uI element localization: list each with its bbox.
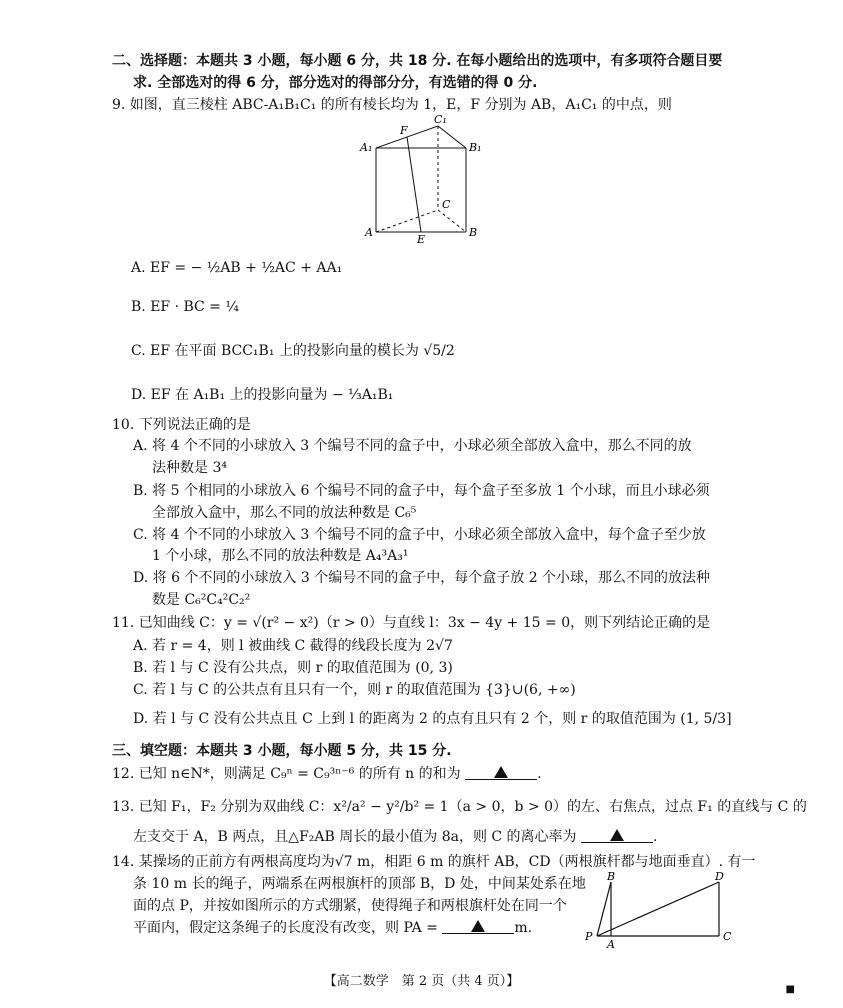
q11-stem: 11. 已知曲线 C：y = √(r² − x²)（r > 0）与直线 l：3x − 4y + 15 = 0，则下列结论正确的是 — [112, 615, 711, 631]
label-F: F — [400, 124, 408, 137]
q9-prism-figure — [358, 112, 488, 244]
q9-option-b: B. EF · BC = ¼ — [131, 299, 239, 315]
q13-end: . — [653, 829, 658, 845]
q14-line2: 条 10 m 长的绳子，两端系在两根旗杆的顶部 B，D 处，中间某处系在地 — [133, 876, 586, 892]
q9-stem: 9. 如图，直三棱柱 ABC-A₁B₁C₁ 的所有棱长均为 1，E，F 分别为 AB，A₁C₁ 的中点，则 — [112, 97, 672, 113]
q14-line4-text: 平面内，假定这条绳子的长度没有改变，则 PA = — [133, 920, 438, 936]
q13-line2 — [133, 828, 657, 846]
q12-end: . — [537, 766, 542, 782]
q12-stem: 12. 已知 n∈N*，则满足 C₉ⁿ = C₉³ⁿ⁻⁶ 的所有 n 的和为 — [112, 766, 461, 782]
q10-option-d: D. 将 6 个不同的小球放入 3 个编号不同的盒子中，每个盒子放 2 个小球，那么不同的放法种 — [133, 570, 711, 586]
label-C1: C₁ — [434, 113, 447, 126]
q10-option-a-cont: 法种数是 3⁴ — [152, 460, 227, 476]
label-C: C — [723, 930, 732, 943]
q10-option-a: A. 将 4 个不同的小球放入 3 个编号不同的盒子中，小球必须全部放入盒中，那么不同的放 — [133, 438, 692, 454]
q9-option-d: D. EF 在 A₁B₁ 上的投影向量为 − ⅓A₁B₁ — [131, 387, 394, 403]
q11-option-c: C. 若 l 与 C 的公共点有且只有一个，则 r 的取值范围为 {3}∪(6, +∞) — [133, 682, 576, 698]
label-B: B — [607, 870, 616, 883]
section2-title-cont: 求. 全部选对的得 6 分，部分选对的得部分分，有选错的得 0 分. — [133, 75, 538, 91]
q9-option-c: C. EF 在平面 BCC₁B₁ 上的投影向量的模长为 √5/2 — [131, 343, 455, 359]
q13-line2-text: 左支交于 A，B 两点，且△F₂AB 周长的最小值为 8a，则 C 的离心率为 — [133, 829, 577, 845]
q10-option-c-cont: 1 个小球，那么不同的放法种数是 A₄³A₃¹ — [152, 548, 409, 564]
label-B1: B₁ — [469, 141, 482, 154]
q9-option-a: A. EF = − ½AB + ½AC + AA₁ — [131, 260, 343, 276]
triangle-icon — [494, 766, 508, 778]
q12-answer-blank[interactable] — [465, 765, 537, 780]
q14-end: m. — [514, 920, 533, 936]
label-A1: A₁ — [360, 141, 373, 154]
page-footer: 【高二数学 第 2 页（共 4 页）】 — [323, 974, 520, 989]
label-A: A — [365, 226, 373, 239]
label-B: B — [469, 226, 478, 239]
q11-option-b: B. 若 l 与 C 没有公共点，则 r 的取值范围为 (0, 3) — [133, 660, 453, 676]
label-D: D — [715, 870, 724, 883]
section3-title: 三、填空题：本题共 3 小题，每小题 5 分，共 15 分. — [112, 743, 452, 759]
q10-option-c: C. 将 4 个不同的小球放入 3 个编号不同的盒子中，小球必须全部放入盒中，每个盒子至少放 — [133, 527, 706, 543]
q10-option-d-cont: 数是 C₆²C₄²C₂² — [152, 592, 251, 608]
q13-answer-blank[interactable] — [581, 828, 653, 843]
q14-answer-blank[interactable] — [442, 919, 514, 934]
section2-title: 二、选择题：本题共 3 小题，每小题 6 分，共 18 分. 在每小题给出的选项中，有多项符合题目要 — [112, 53, 723, 69]
label-E: E — [417, 233, 426, 244]
q10-option-b-cont: 全部放入盒中，那么不同的放法种数是 C₆⁵ — [152, 505, 417, 521]
q10-option-b: B. 将 5 个相同的小球放入 6 个编号不同的盒子中，每个盒子至多放 1 个小球，而且小球必须 — [133, 483, 710, 499]
q14-line1: 14. 某操场的正前方有两根高度均为√7 m，相距 6 m 的旗杆 AB，CD（两根旗杆都与地面垂直）. 有一 — [112, 854, 756, 870]
q13-line1: 13. 已知 F₁，F₂ 分别为双曲线 C：x²/a² − y²/b² = 1（a > 0，b > 0）的左、右焦点，过点 F₁ 的直线与 C 的 — [112, 799, 807, 815]
q11-option-d: D. 若 l 与 C 没有公共点且 C 上到 l 的距离为 2 的点有且只有 2 个，则 r 的取值范围为 (1, 5/3] — [133, 711, 732, 727]
page-corner-mark: ■ — [785, 984, 795, 995]
q11-option-a: A. 若 r = 4，则 l 被曲线 C 截得的线段长度为 2√7 — [133, 638, 453, 654]
q10-stem: 10. 下列说法正确的是 — [112, 417, 251, 433]
triangle-icon — [610, 829, 624, 841]
label-A: A — [607, 938, 615, 950]
q14-line4 — [133, 919, 532, 937]
q12-text — [112, 765, 542, 783]
label-P: P — [585, 930, 593, 943]
q14-flagpole-figure — [583, 870, 743, 950]
q14-line3: 面的点 P，并按如图所示的方式绷紧，使得绳子和两根旗杆处在同一个 — [133, 898, 567, 914]
label-C: C — [442, 198, 451, 211]
triangle-icon — [471, 920, 485, 932]
